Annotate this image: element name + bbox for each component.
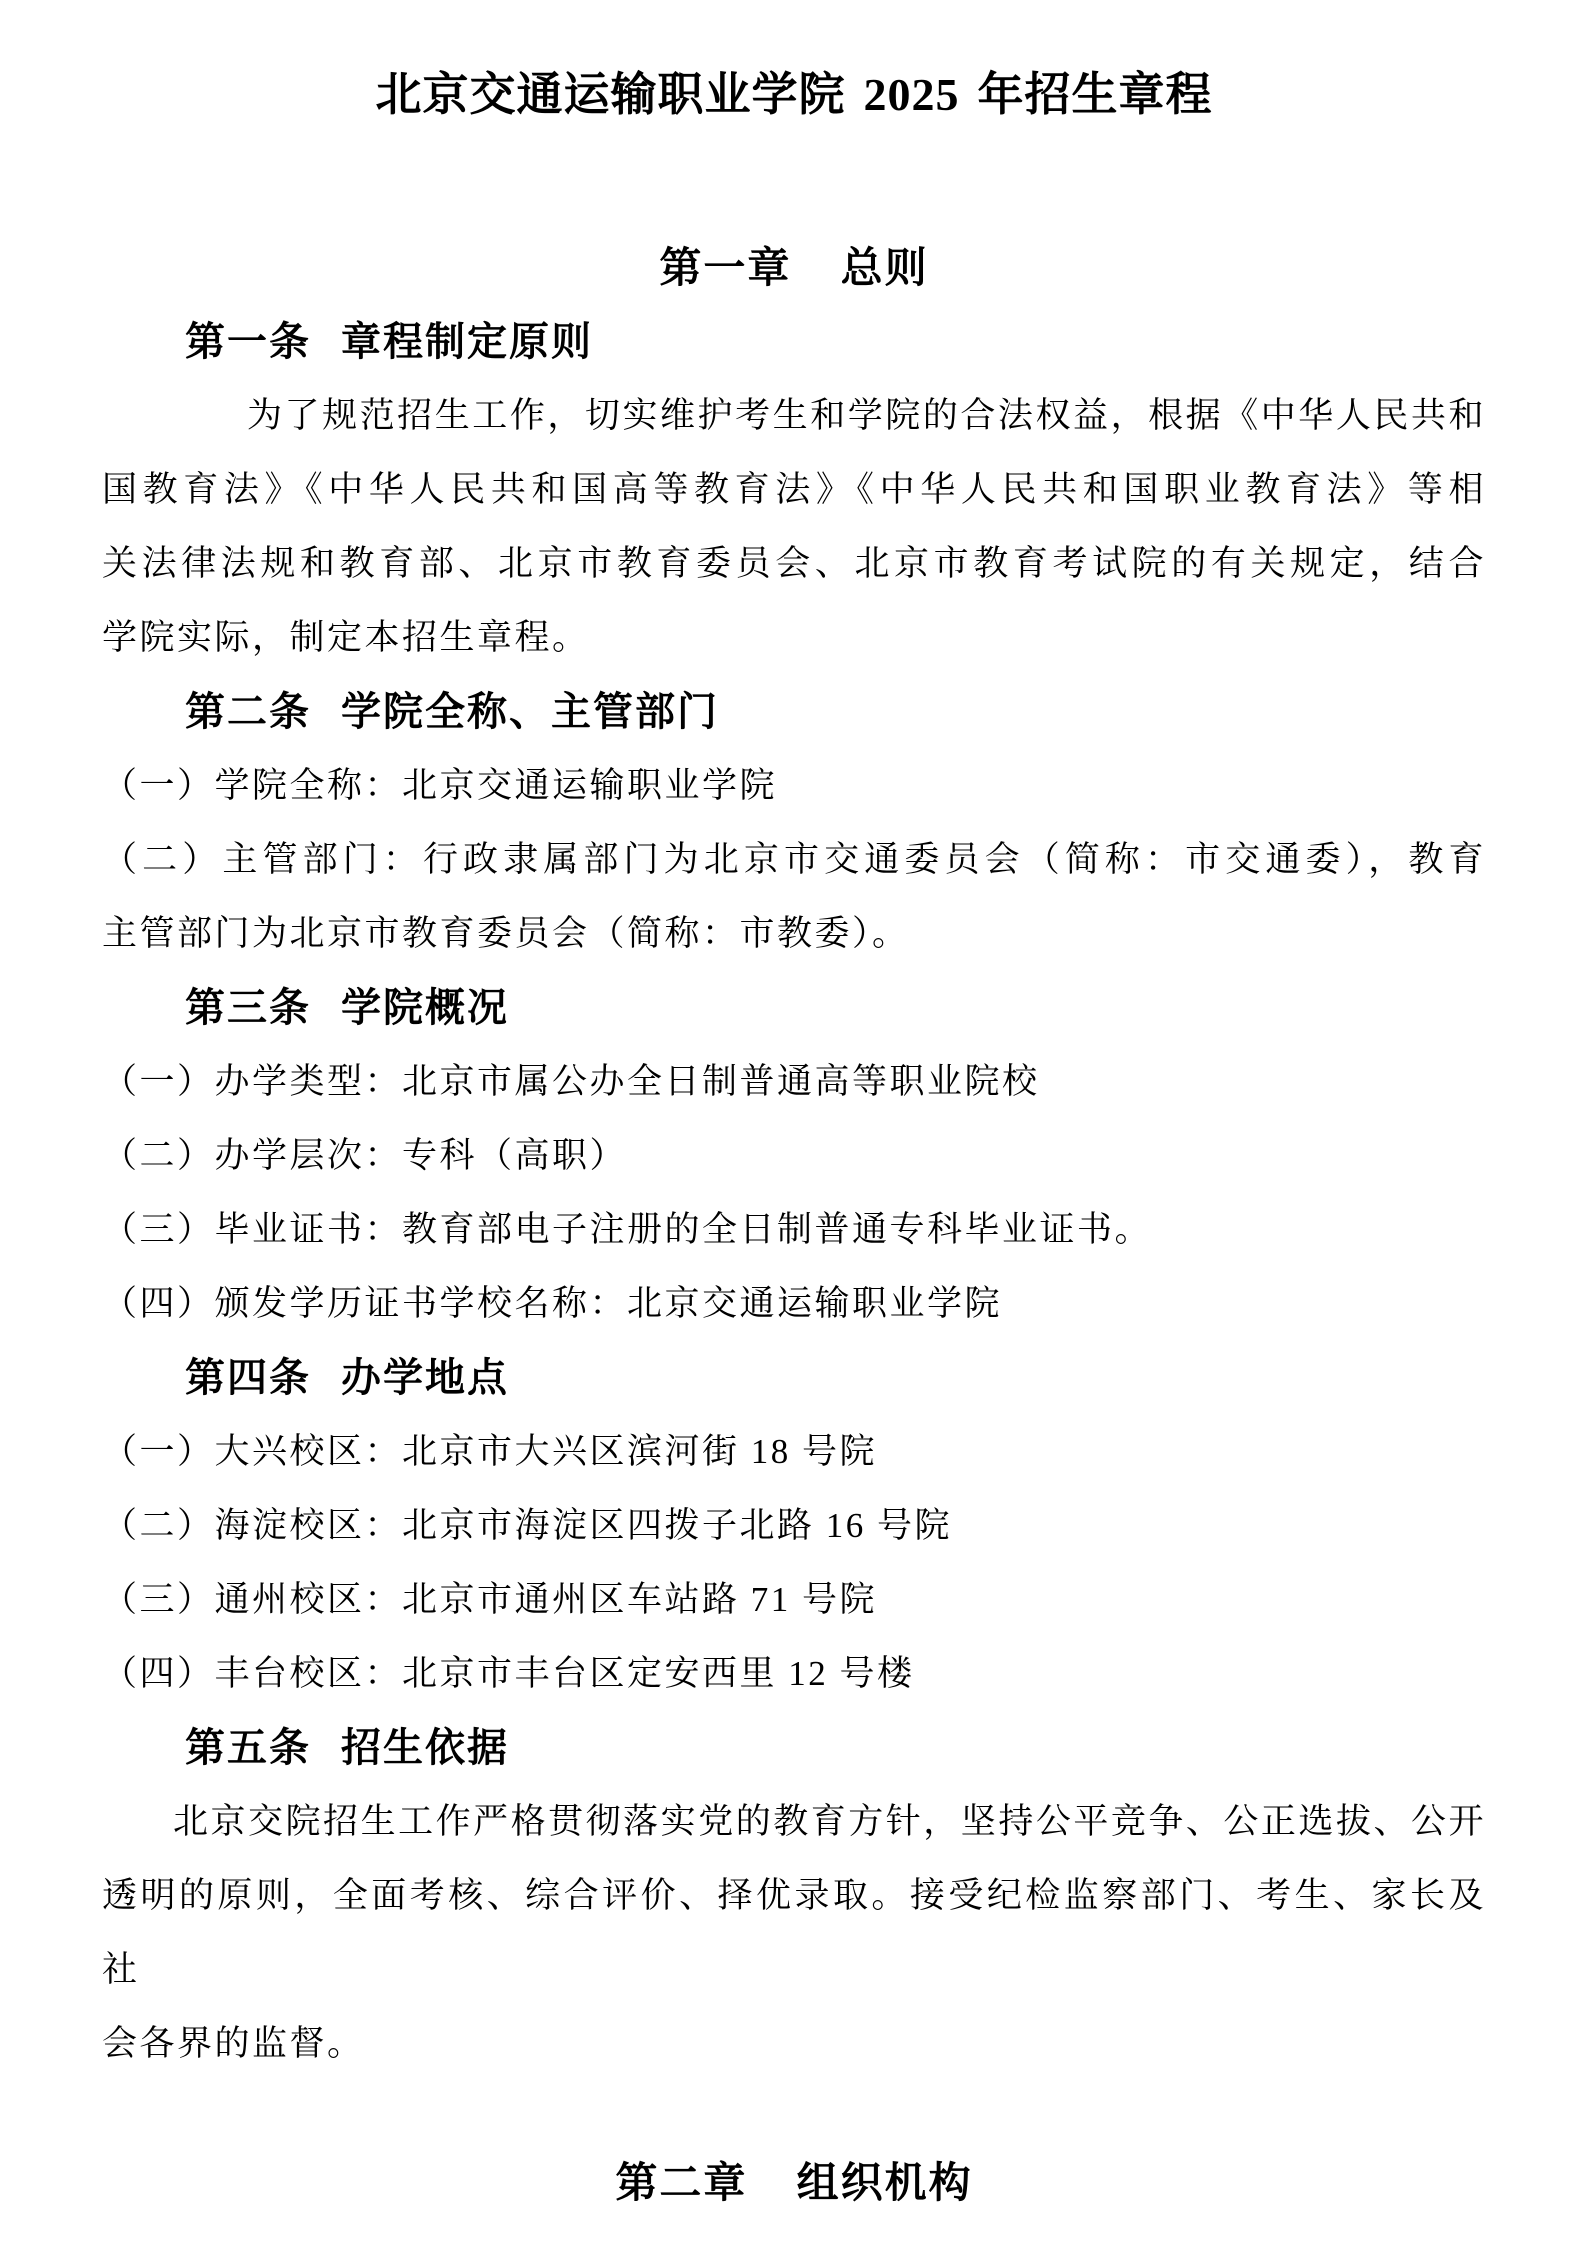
paragraph-line: 关法律法规和教育部、北京市教育委员会、北京市教育考试院的有关规定，结合	[102, 544, 1486, 583]
article-3-heading: 第三条 学院概况	[185, 985, 509, 1030]
chapter-1-heading: 第一章 总则	[659, 244, 929, 291]
document-title: 北京交通运输职业学院 2025 年招生章程	[375, 69, 1213, 120]
paragraph-line: 会各界的监督。	[102, 2024, 365, 2063]
paragraph-line: 透明的原则，全面考核、综合评价、择优录取。接受纪检监察部门、考生、家长及社	[102, 1876, 1486, 1989]
list-item: （四）丰台校区：北京市丰台区定安西里 12 号楼	[102, 1654, 915, 1693]
article-2-heading: 第二条 学院全称、主管部门	[185, 689, 719, 734]
list-item: （二）海淀校区：北京市海淀区四拨子北路 16 号院	[102, 1506, 953, 1545]
paragraph-line: 北京交院招生工作严格贯彻落实党的教育方针，坚持公平竞争、公正选拔、公开	[173, 1802, 1486, 1841]
article-5-heading: 第五条 招生依据	[185, 1725, 509, 1770]
paragraph-line: 主管部门为北京市教育委员会（简称：市教委）。	[102, 914, 910, 953]
list-item: （二）主管部门：行政隶属部门为北京市交通委员会（简称：市交通委），教育	[102, 840, 1486, 879]
chapter-2-heading: 第二章 组织机构	[615, 2159, 973, 2206]
list-item: （三）毕业证书：教育部电子注册的全日制普通专科毕业证书。	[102, 1210, 1153, 1249]
list-item: （二）办学层次：专科（高职）	[102, 1136, 628, 1175]
list-item: （四）颁发学历证书学校名称：北京交通运输职业学院	[102, 1284, 1003, 1323]
article-1-heading: 第一条 章程制定原则	[185, 319, 593, 364]
paragraph-line: 为了规范招生工作，切实维护考生和学院的合法权益，根据《中华人民共和	[247, 396, 1486, 435]
paragraph-line: 学院实际，制定本招生章程。	[102, 618, 590, 657]
list-item: （一）大兴校区：北京市大兴区滨河街 18 号院	[102, 1432, 878, 1471]
article-4-heading: 第四条 办学地点	[185, 1355, 509, 1400]
list-item: （一）办学类型：北京市属公办全日制普通高等职业院校	[102, 1062, 1040, 1101]
list-item: （一）学院全称：北京交通运输职业学院	[102, 766, 778, 805]
paragraph-line: 国教育法》《中华人民共和国高等教育法》《中华人民共和国职业教育法》等相	[102, 470, 1486, 509]
list-item: （三）通州校区：北京市通州区车站路 71 号院	[102, 1580, 878, 1619]
